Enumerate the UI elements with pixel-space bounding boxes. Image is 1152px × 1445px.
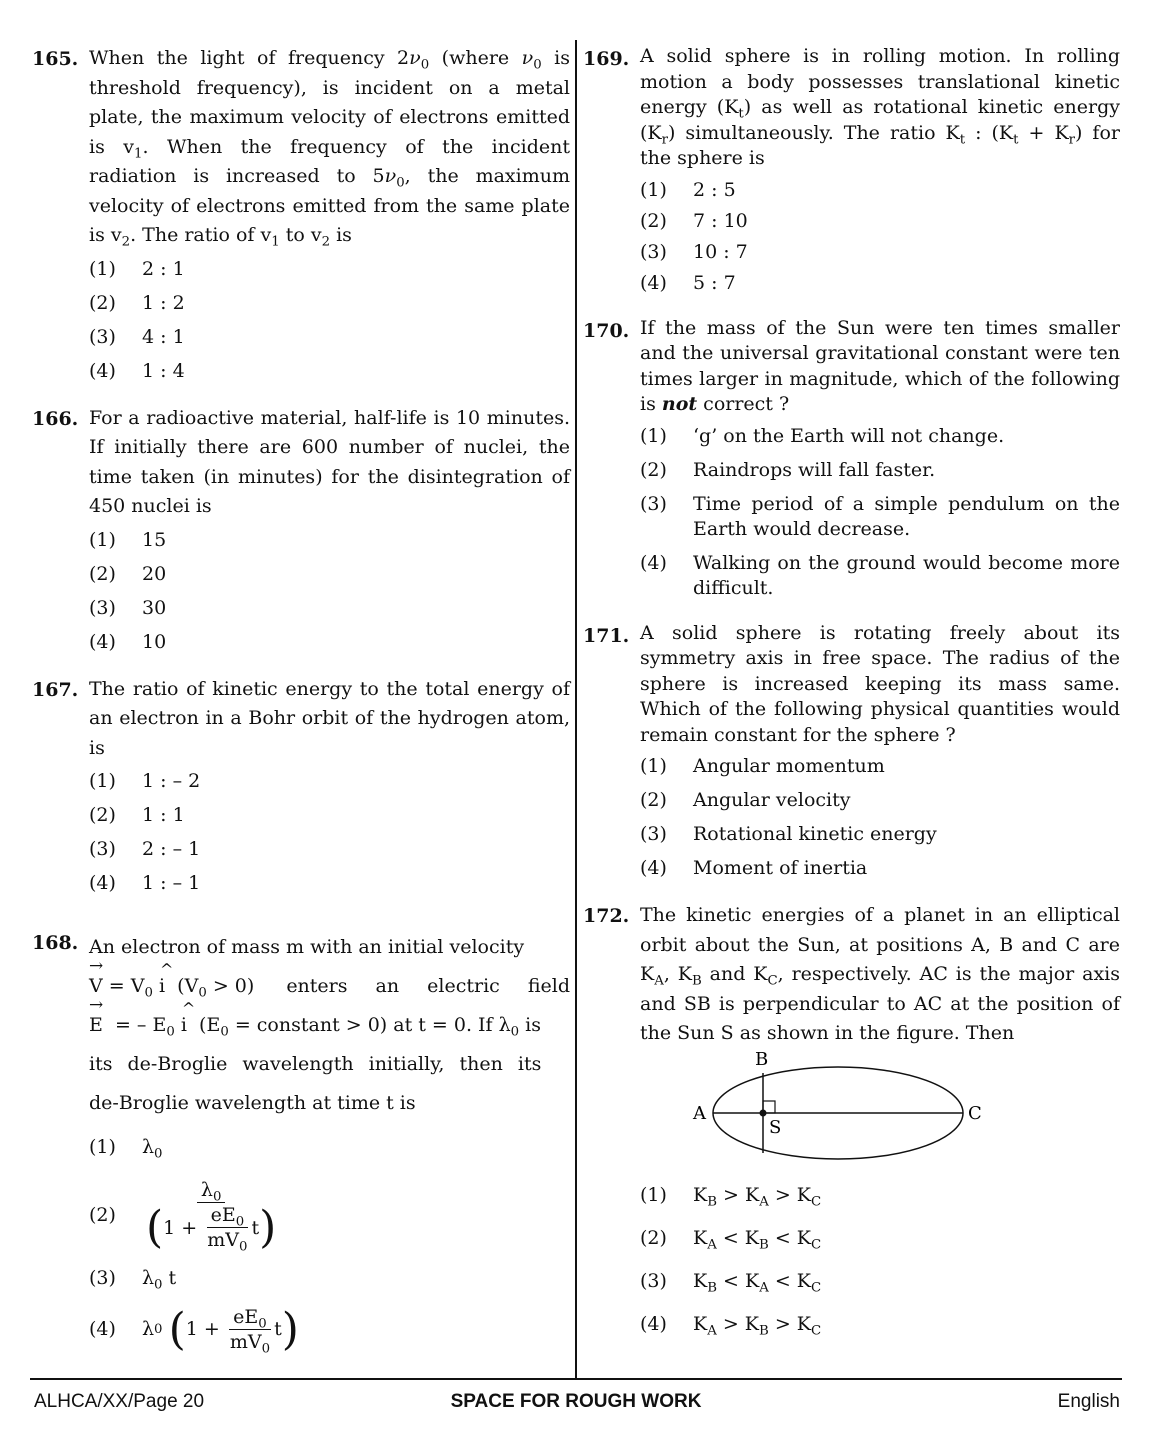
label-s: S — [769, 1116, 782, 1138]
question-number: 170. — [583, 319, 630, 342]
option[interactable]: (3) 2 : – 1 — [89, 838, 201, 860]
label-a: A — [693, 1102, 706, 1124]
question-number: 166. — [32, 407, 79, 430]
question-172 — [583, 901, 1120, 1337]
question-text: An electron of mass m with an initial velocity → $V = V_0$ ^ i $(V_0 > 0)$ enters an electric field → E = – $E_0$ ^ i ($E_0$ = constant > 0) at t = 0. If $\lambda_0$ is its de-Broglie wavelength initially, then its de-Broglie wavelength at time t is — [89, 928, 570, 1123]
options — [89, 769, 570, 896]
option[interactable]: (2) Angular velocity — [640, 789, 851, 811]
label-b: B — [755, 1048, 769, 1070]
option[interactable]: (3) 10 : 7 — [640, 240, 748, 263]
option[interactable]: (4) Walking on the ground would become more difficult. — [640, 551, 1120, 599]
option[interactable]: (2) Raindrops will fall faster. — [640, 458, 936, 481]
question-number: 168. — [32, 932, 79, 954]
question-169 — [583, 44, 1120, 296]
option[interactable]: (1) ‘g’ on the Earth will not change. — [640, 424, 1005, 447]
option[interactable]: (2) 20 — [89, 562, 167, 585]
label-c: C — [968, 1102, 982, 1124]
question-text: The ratio of kinetic energy to the total energy of an electron in a Bohr orbit of the hydrogen atom, is — [89, 677, 570, 759]
option[interactable]: (4) 10 — [89, 630, 167, 653]
option[interactable]: (4) 1 : 4 — [89, 359, 185, 382]
option[interactable]: (3) $\lambda_0$ t — [89, 1267, 177, 1293]
option[interactable]: (1) 2 : 5 — [640, 178, 736, 201]
option[interactable]: (1) 15 — [89, 528, 167, 551]
footer-rule — [30, 1378, 1122, 1380]
footer-page-code: ALHCA/XX/Page 20 — [34, 1391, 205, 1412]
question-text: When the light of frequency $2\nu_0$ (where $\nu_0$ is threshold frequency), is incident on a metal plate, the maximum velocity of electrons emitted is $v_1$. When the frequency of the incident radiation is increased to $5\nu_0$, the maximum velocity of electrons emitted from the same plate is $v_2$. The ratio of $v_1$ to $v_2$ is — [89, 47, 570, 250]
option[interactable]: (3) Time period of a simple pendulum on the Earth would decrease. — [640, 492, 1120, 540]
question-number: 171. — [583, 624, 630, 647]
options — [640, 178, 1120, 296]
option[interactable]: (2) $\lambda_0$ ( 1 + $\frac{eE_0}{mV_0}$ t ) — [89, 1179, 277, 1255]
option[interactable]: (4) λ 0 ( 1 + $\frac{eE_0}{mV_0}$ t ) — [89, 1303, 299, 1357]
option[interactable]: (2) 1 : 2 — [89, 291, 185, 314]
option[interactable]: (3) $K_B < K_A < K_C$ — [640, 1269, 822, 1296]
option[interactable]: (4) 1 : – 1 — [89, 872, 201, 894]
question-text: For a radioactive material, half-life is 10 minutes. If initially there are 600 number of nuclei, the time taken (in minutes) for the disintegration of 450 nuclei is — [89, 406, 570, 517]
question-number: 165. — [32, 48, 79, 70]
option[interactable]: (3) 4 : 1 — [89, 325, 185, 348]
orbit-diagram — [683, 1045, 993, 1175]
sun-point — [760, 1109, 767, 1116]
question-170 — [583, 316, 1120, 601]
option[interactable]: (3) 30 — [89, 596, 167, 619]
question-text: If the mass of the Sun were ten times smaller and the universal gravitational constant were ten times larger in magnitude, which of the following is not correct ? — [640, 316, 1120, 415]
footer-center: SPACE FOR ROUGH WORK — [450, 1391, 702, 1412]
options — [89, 1135, 570, 1357]
question-167 — [32, 675, 570, 897]
column-divider — [575, 40, 577, 1378]
question-text: A solid sphere is rotating freely about its symmetry axis in free space. The radius of the sphere is increased keeping its mass same. Which of the following physical quantities would remain constant for the sphere ? — [640, 621, 1120, 746]
footer-language: English — [1057, 1391, 1120, 1412]
option[interactable]: (1) 2 : 1 — [89, 257, 185, 280]
option[interactable]: (3) Rotational kinetic energy — [640, 823, 937, 845]
option[interactable]: (4) 5 : 7 — [640, 271, 736, 294]
options — [89, 257, 570, 384]
options — [89, 528, 570, 655]
question-number: 167. — [32, 678, 79, 701]
option[interactable]: (2) 7 : 10 — [640, 209, 748, 232]
option[interactable]: (4) Moment of inertia — [640, 857, 868, 879]
question-171 — [583, 621, 1120, 882]
option[interactable]: (1) $\lambda_0$ — [89, 1136, 163, 1162]
option[interactable]: (1) Angular momentum — [640, 755, 885, 777]
left-column — [32, 44, 570, 1374]
question-number: 169. — [583, 48, 630, 70]
option[interactable]: (1) 1 : – 2 — [89, 770, 201, 792]
question-text: A solid sphere is in rolling motion. In rolling motion a body possesses translational kinetic energy $(K_t)$ as well as rotational kinetic energy $(K_r)$ simultaneously. The ratio $K_t$ : $(K_t + K_r)$ for the sphere is — [640, 45, 1120, 169]
option[interactable]: (4) $K_A > K_B > K_C$ — [640, 1312, 822, 1339]
option[interactable]: (2) $K_A < K_B < K_C$ — [640, 1226, 822, 1253]
right-column — [583, 44, 1120, 1357]
question-166 — [32, 404, 570, 655]
option[interactable]: (2) 1 : 1 — [89, 804, 185, 826]
options — [640, 424, 1120, 601]
options — [640, 754, 1120, 881]
question-text: The kinetic energies of a planet in an elliptical orbit about the Sun, at positions A, B and C are $K_A$, $K_B$ and $K_C$, respectively. AC is the major axis and SB is perpendicular to AC at the position of the Sun S as shown in the figure. Then — [640, 904, 1121, 1044]
question-number: 172. — [583, 905, 630, 927]
option[interactable]: (1) $K_B > K_A > K_C$ — [640, 1183, 822, 1210]
question-165 — [32, 44, 570, 384]
options — [640, 1183, 1120, 1337]
question-168 — [32, 928, 570, 1357]
